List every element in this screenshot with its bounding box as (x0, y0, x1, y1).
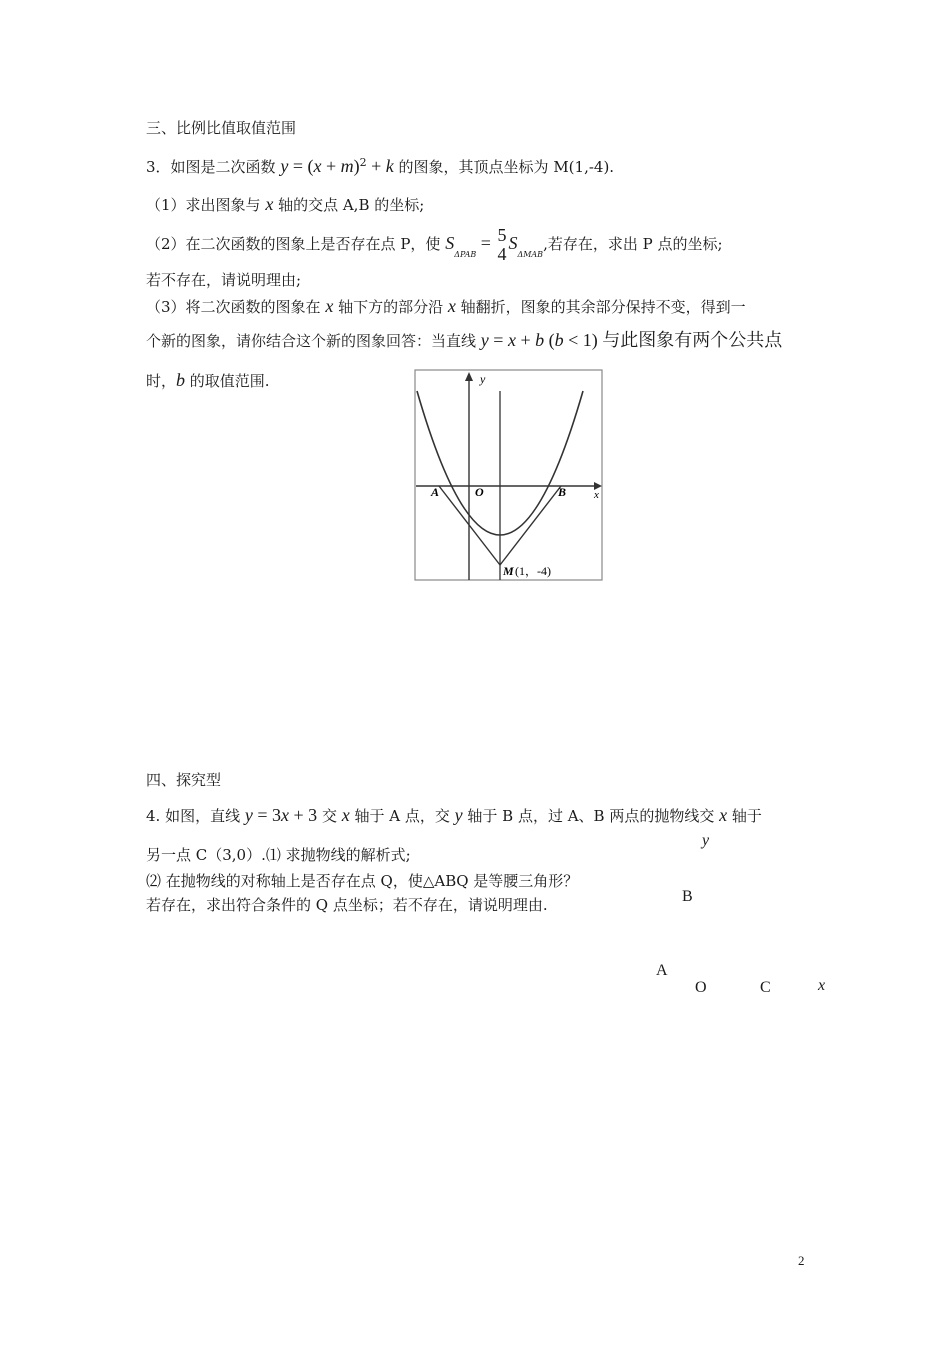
question3-part2: （2）在二次函数的图象上是否存在点 P，使 $S_{\Delta PAB}$ = 5 4 $S_{\Delta MAB}$,若存在，求出 P 点的坐标; (146, 225, 723, 264)
question3-part1: （1）求出图象与 x 轴的交点 A,B 的坐标; (146, 194, 425, 214)
fig2-point-c: C (760, 979, 771, 996)
fig2-origin-o: O (695, 979, 707, 996)
question3-part3-line3: 时，b 的取值范围. (146, 370, 270, 390)
question3-part3-line2: 个新的图象，请你结合这个新的图象回答：当直线 y = x + b (b < 1) 与此图象有两个公共点 (146, 330, 783, 350)
fig2-x-label: x (818, 977, 826, 994)
fig1-point-b: B (558, 485, 567, 499)
fig1-y-label: y (480, 372, 486, 386)
fig1-origin-o: O (475, 485, 484, 499)
fig2-y-label: y (702, 832, 710, 849)
section3-heading: 三、比例比值取值范围 (146, 119, 297, 137)
question4-line4: 若存在，求出符合条件的 Q 点坐标；若不存在，请说明理由. (146, 896, 548, 914)
figure-border (415, 370, 602, 580)
question4-line1: 4. 如图，直线 y = 3x + 3 交 x 轴于 A 点，交 y 轴于 B 点，过 A、B 两点的抛物线交 x 轴于 (146, 805, 762, 825)
fig1-point-a: A (431, 485, 440, 499)
section4-heading: 四、探究型 (146, 771, 222, 789)
question3-part2-line2: 若不存在，请说明理由; (146, 271, 302, 289)
page-number: 2 (798, 1253, 805, 1268)
fig1-point-m-coords: (1，-4) (515, 564, 551, 578)
fig1-x-label: x (594, 489, 599, 501)
question3-part3-line1: （3）将二次函数的图象在 x 轴下方的部分沿 x 轴翻折，图象的其余部分保持不变，得到一 (146, 296, 746, 316)
question3-statement: 3．如图是二次函数 $y = (x + m)^2 + k$ 的图象，其顶点坐标为 M(1,-4). (146, 156, 615, 176)
question4-line3: ⑵ 在抛物线的对称轴上是否存在点 Q，使△ABQ 是等腰三角形？ (146, 872, 579, 890)
question4-line2: 另一点 C（3,0）.⑴ 求抛物线的解析式; (146, 846, 411, 864)
parabola-figure (414, 369, 604, 582)
fig2-point-b: B (682, 888, 693, 905)
fig1-point-m: M (503, 564, 514, 578)
fraction-five-fourths: 5 4 (497, 225, 507, 264)
fig2-point-a: A (656, 962, 668, 979)
